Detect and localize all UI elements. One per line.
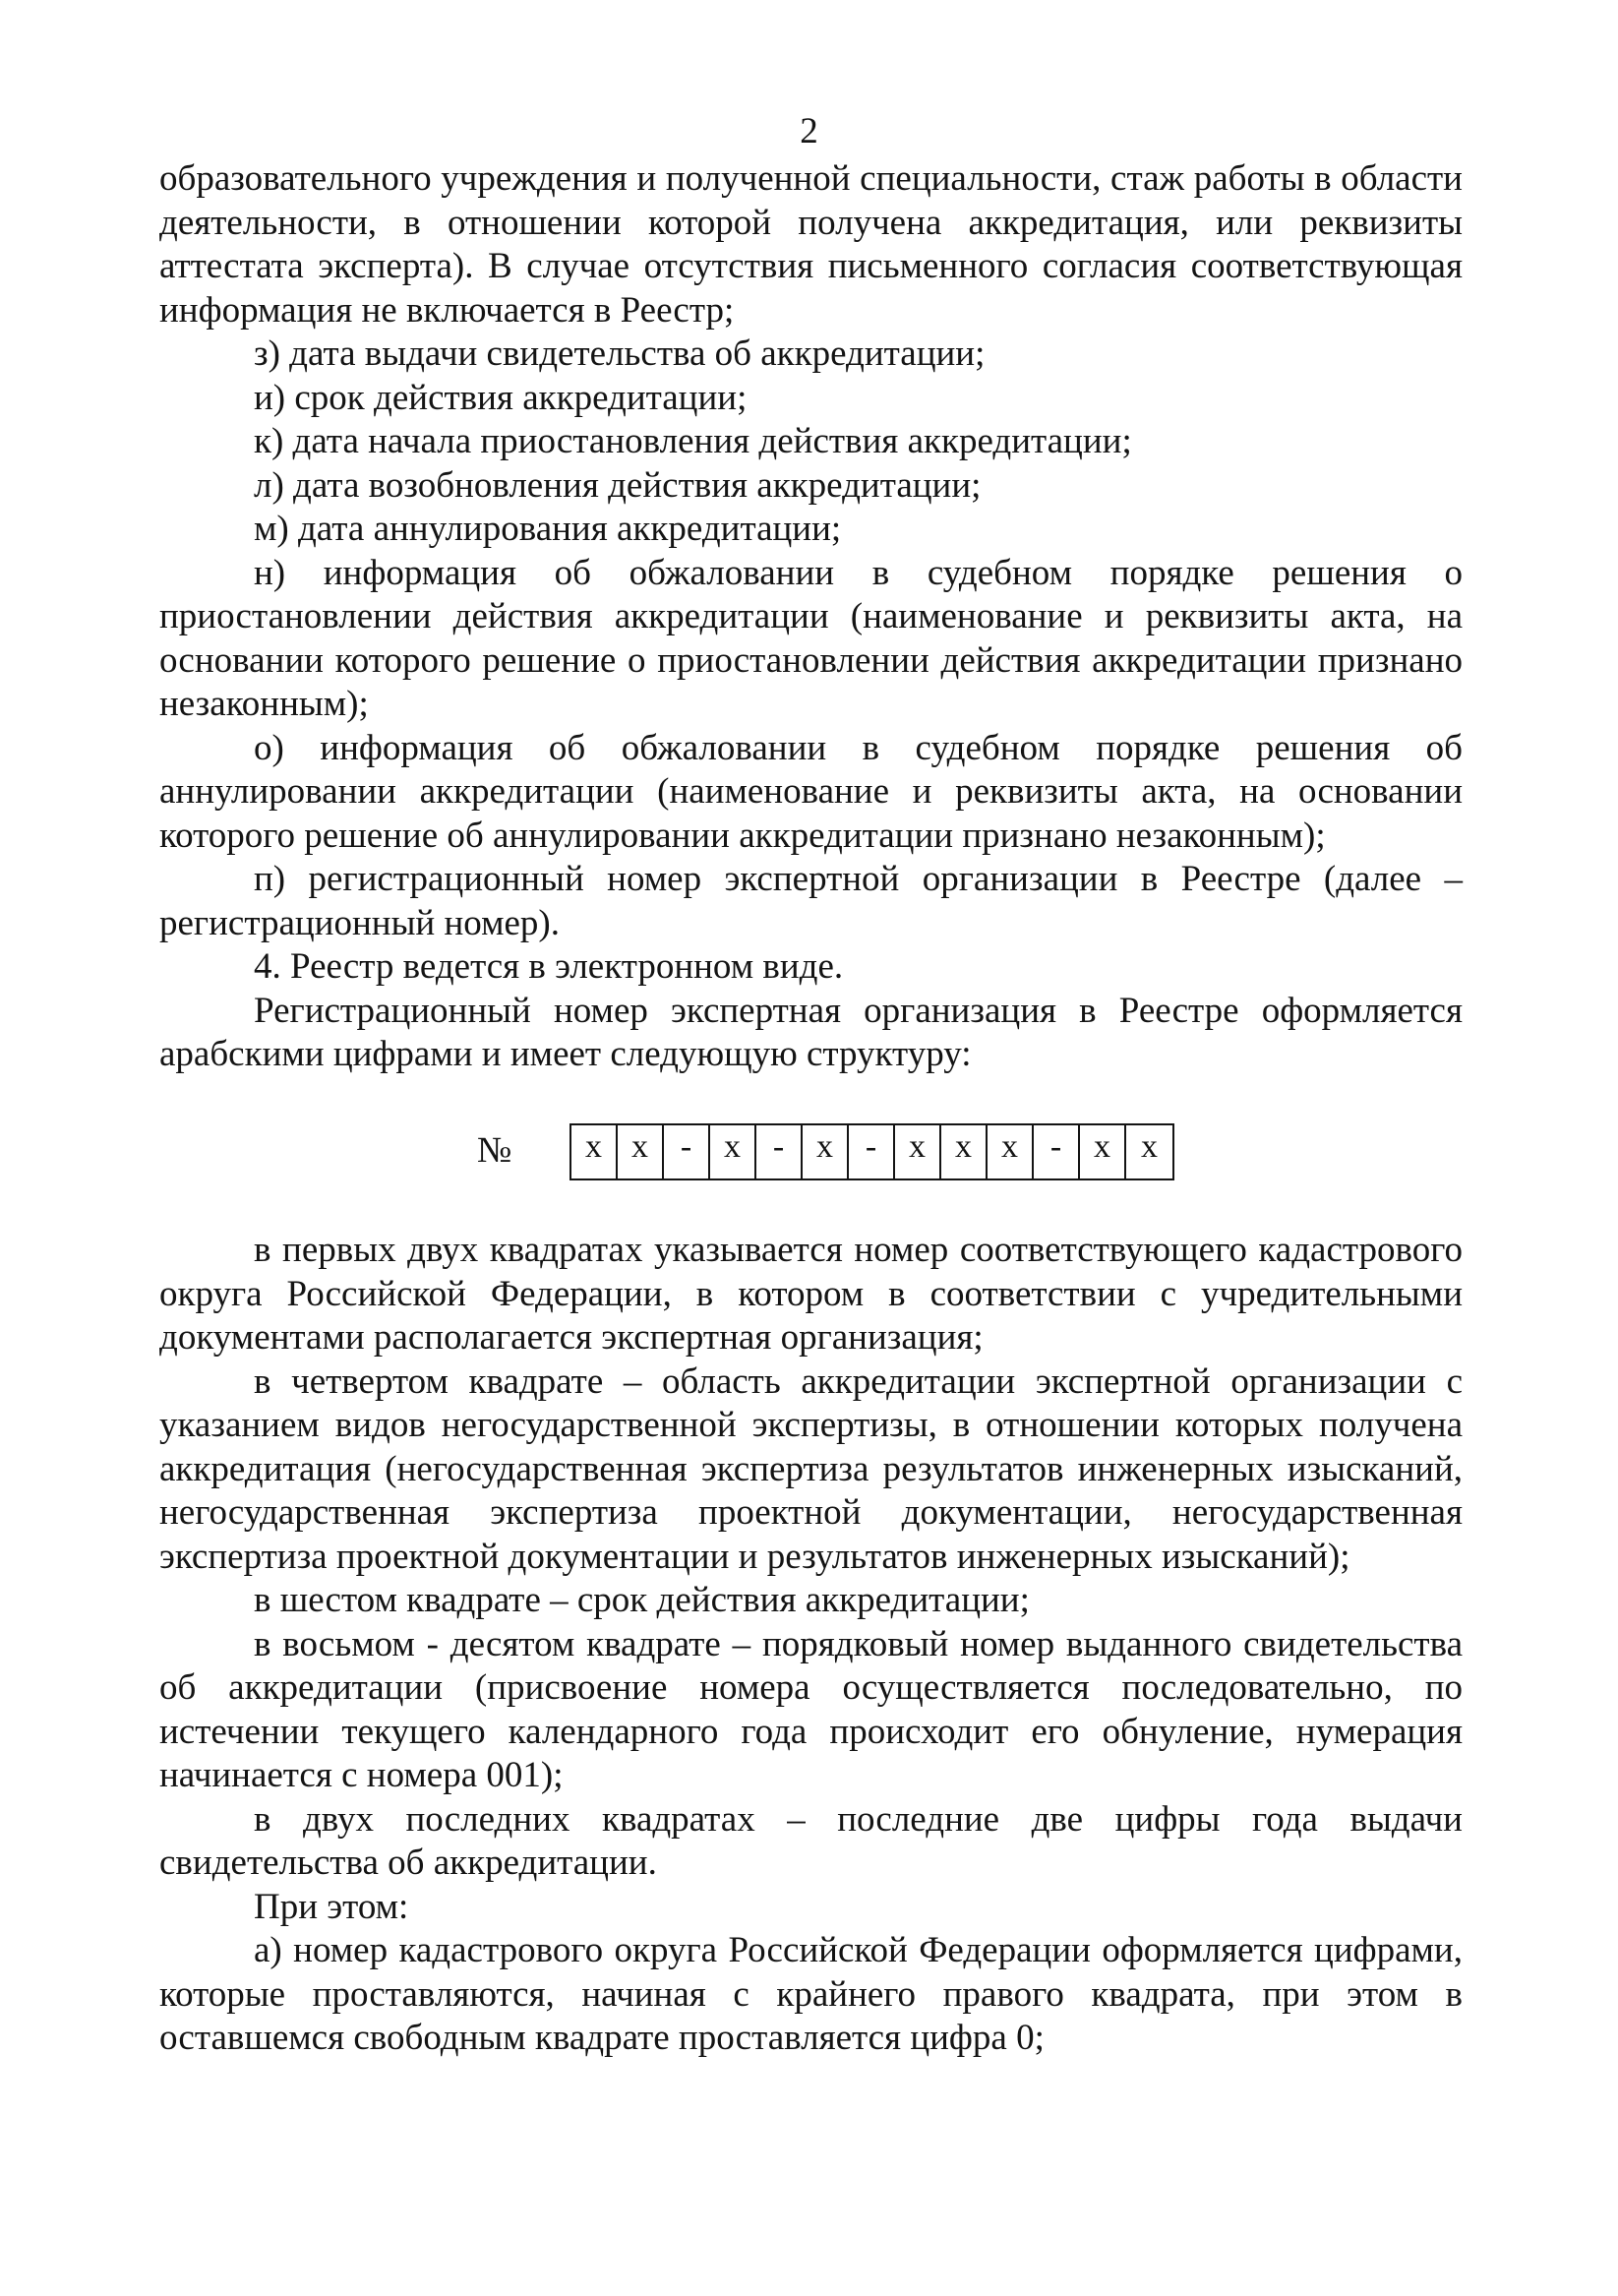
paragraph: п) регистрационный номер экспертной организации в Реестре (далее – регистрационный номер). [159, 859, 1463, 943]
page-number: 2 [800, 111, 818, 151]
paragraph: о) информация об обжаловании в судебном порядке решения об аннулировании аккредитации (наименование и реквизиты акта, на основании которого решение об аннулировании аккредитации признано незаконным); [159, 727, 1463, 856]
paragraph: в четвертом квадрате – область аккредитации экспертной организации с указанием видов негосударственной экспертизы, в отношении которых получена аккредитация (негосударственная экспертиза результатов инженерных изысканий, негосударственная экспертиза проектной документации, негосударственная экспертиза проектной документации и результатов инженерных изысканий); [159, 1360, 1463, 1577]
paragraph: к) дата начала приостановления действия аккредитации; [254, 421, 1132, 461]
paragraph: н) информация об обжаловании в судебном порядке решения о приостановлении действия аккредитации (наименование и реквизиты акта, на основании которого решение о приостановлении действия аккредитации признано незаконным); [159, 552, 1463, 724]
registration-number-structure [0, 1123, 1618, 1182]
reg-box: - [756, 1125, 803, 1178]
reg-box: x [1080, 1125, 1126, 1178]
paragraph: Регистрационный номер экспертная организация в Реестре оформляется арабскими цифрами и имеет следующую структуру: [159, 990, 1463, 1074]
paragraph: в шестом квадрате – срок действия аккредитации; [254, 1580, 1030, 1620]
reg-box: - [664, 1125, 710, 1178]
paragraph: м) дата аннулирования аккредитации; [254, 509, 842, 549]
paragraph: в восьмом - десятом квадрате – порядковый номер выданного свидетельства об аккредитации (присвоение номера осуществляется последовательно, по истечении текущего календарного года происходит его обнуление, нумерация начинается с номера 001); [159, 1623, 1463, 1795]
reg-box: x [571, 1125, 618, 1178]
reg-box: x [941, 1125, 988, 1178]
reg-box: x [895, 1125, 941, 1178]
paragraph: л) дата возобновления действия аккредитации; [254, 464, 982, 506]
reg-box: x [1141, 1128, 1158, 1165]
text-block-bottom [159, 1229, 1463, 2061]
paragraph: в двух последних квадратах – последние две цифры года выдачи свидетельства об аккредитации. [159, 1798, 1463, 1883]
reg-box: - [849, 1125, 895, 1178]
paragraph: образовательного учреждения и полученной специальности, стаж работы в области деятельности, в отношении которой получена аккредитация, или реквизиты аттестата эксперта). В случае отсутствия письменного согласия соответствующая информация не включается в Реестр; [159, 158, 1463, 331]
paragraph: 4. Реестр ведется в электронном виде. [254, 946, 844, 987]
registration-number-boxes [569, 1123, 1174, 1180]
number-sign: № [477, 1130, 512, 1171]
text-block-top [159, 157, 1463, 1077]
reg-box: x [710, 1125, 756, 1178]
reg-box: - [1034, 1125, 1080, 1178]
reg-box: x [618, 1125, 664, 1178]
paragraph: в первых двух квадратах указывается номер соответствующего кадастрового округа Российской Федерации, в котором в соответствии с учредительными документами располагается экспертная организация; [159, 1230, 1463, 1358]
reg-box: x [988, 1125, 1034, 1178]
paragraph: а) номер кадастрового округа Российской Федерации оформляется цифрами, которые проставляются, начиная с крайнего правого квадрата, при этом в оставшемся свободным квадрате проставляется цифра 0; [159, 1930, 1463, 2058]
paragraph: При этом: [254, 1886, 409, 1927]
paragraph: и) срок действия аккредитации; [254, 377, 748, 418]
reg-box: x [803, 1125, 849, 1178]
paragraph: з) дата выдачи свидетельства об аккредитации; [254, 333, 986, 374]
